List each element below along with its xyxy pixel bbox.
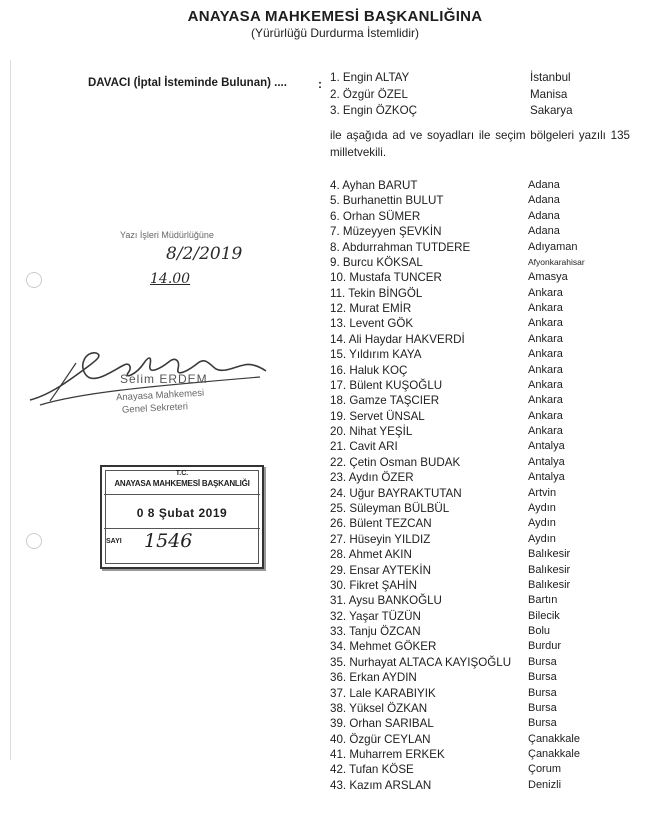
deputy-region: Çanakkale [528,748,580,761]
deputy-region: Bursa [528,655,557,668]
deputy-region: Ankara [528,425,563,438]
deputy-region: Bursa [528,701,557,714]
scan-edge [10,60,11,760]
deputy-region: Balıkesir [528,578,571,591]
deputy-name: 13. Levent GÖK [330,317,414,331]
deputy-region: Artvin [528,486,557,499]
deputy-region: Aydın [528,501,556,514]
deputy-region: Ankara [528,363,563,376]
deputy-region: Ankara [528,409,563,422]
deputy-region: Adana [528,225,560,238]
deputy-name: 25. Süleyman BÜLBÜL [330,501,450,515]
deputy-region: Balıkesir [528,563,571,576]
deputy-region: Bolu [528,625,551,638]
deputy-name: 6. Orhan SÜMER [330,209,421,223]
deputy-region: Balıkesir [528,548,571,561]
deputy-name: 23. Aydın ÖZER [330,471,414,485]
deputy-name: 18. Gamze TAŞCIER [330,394,440,408]
plaintiff-label: DAVACI (İptal İsteminde Bulunan) .... [88,77,287,89]
deputy-region: Ankara [528,348,563,361]
document-title: ANAYASA MAHKEMESİ BAŞKANLIĞINA [187,8,483,25]
deputy-region: Antalya [528,440,565,453]
deputy-region: Ankara [528,394,563,407]
petitioner-name: 3. Engin ÖZKOÇ [330,104,418,117]
deputy-region: Bursa [528,717,557,730]
deputy-region: Ankara [528,332,563,345]
signatory-title-line2: Genel Sekreteri [121,401,189,416]
deputy-name: 28. Ahmet AKIN [330,548,412,562]
court-registry-stamp [100,465,264,569]
punch-hole [26,272,42,288]
petitioner-region: Sakarya [530,104,573,117]
handwritten-time: 14.00 [150,271,191,287]
deputy-name: 9. Burcu KÖKSAL [330,255,423,269]
deputy-region: Bartın [528,594,558,607]
petitioner-name: 1. Engin ALTAY [330,71,410,84]
deputy-name: 14. Ali Haydar HAKVERDİ [330,332,465,346]
deputy-name: 33. Tanju ÖZCAN [330,625,421,639]
stamp-number: 1546 [144,530,193,552]
deputy-region: Ankara [528,286,563,299]
deputy-region: Burdur [528,640,562,653]
stamp-divider [104,528,260,529]
deputy-name: 41. Muharrem ERKEK [330,748,445,762]
deputy-region: Adana [528,209,560,222]
deputy-region: Ankara [528,378,563,391]
deputy-name: 4. Ayhan BARUT [330,179,418,192]
deputy-name: 39. Orhan SARIBAL [330,717,434,731]
deputy-name: 43. Kazım ARSLAN [330,778,432,792]
stamp-date: 0 8 Şubat 2019 [136,506,228,520]
handwritten-date: 8/2/2019 [166,244,243,264]
deputy-name: 40. Özgür CEYLAN [330,732,431,746]
deputy-name: 5. Burhanettin BULUT [330,194,444,208]
deputy-name: 30. Fikret ŞAHİN [330,578,417,592]
deputy-name: 34. Mehmet GÖKER [330,640,437,654]
deputy-region: Amasya [528,271,568,284]
deputy-name: 21. Cavit ARI [330,440,398,454]
deputy-name: 29. Ensar AYTEKİN [330,563,431,577]
deputy-name: 32. Yaşar TÜZÜN [330,609,421,623]
deputy-region: Ankara [528,317,563,330]
registry-note-label: Yazı İşleri Müdürlüğüne [120,230,214,240]
stamp-divider [104,494,260,495]
deputy-name: 12. Murat EMİR [330,302,412,316]
deputy-region: Bursa [528,671,557,684]
deputy-name: 38. Yüksel ÖZKAN [330,701,428,715]
deputy-region: Adana [528,179,560,191]
deputy-region: Antalya [528,455,565,468]
deputy-name: 22. Çetin Osman BUDAK [330,455,461,469]
deputy-region: Adıyaman [528,240,578,253]
deputy-name: 20. Nihat YEŞİL [330,425,413,439]
deputy-name: 16. Haluk KOÇ [330,363,408,377]
deputy-name: 37. Lale KARABIYIK [330,686,436,700]
deputy-name: 7. Müzeyyen ŞEVKİN [330,225,442,239]
deputy-name: 8. Abdurrahman TUTDERE [330,240,471,254]
deputy-region: Aydın [528,517,556,530]
deputy-region: Denizli [528,778,562,791]
intro-text: ile aşağıda ad ve soyadları ile seçim bölgeleri yazılı 135 milletvekili. [330,129,630,159]
punch-hole [26,533,42,549]
petitioner-name: 2. Özgür ÖZEL [330,87,408,101]
deputy-region: Çorum [528,763,562,776]
petitioner-region: Manisa [530,87,568,101]
deputy-region: Bilecik [528,609,560,622]
document-subtitle: (Yürürlüğü Durdurma İstemlidir) [250,26,420,40]
deputy-name: 10. Mustafa TUNCER [330,271,442,285]
stamp-org: ANAYASA MAHKEMESİ BAŞKANLIĞI [114,479,250,488]
deputy-name: 26. Bülent TEZCAN [330,517,432,531]
signatory-title-line1: Anayasa Mahkemesi [115,387,205,404]
deputy-region: Bursa [528,686,557,699]
stamp-number-label: SAYI [106,538,122,545]
deputy-name: 36. Erkan AYDIN [330,671,417,685]
deputy-region: Afyonkarahisar [528,256,585,267]
deputy-name: 27. Hüseyin YILDIZ [330,532,431,546]
colon: : [318,77,322,91]
petitioner-region: İstanbul [530,71,571,84]
deputy-name: 31. Aysu BANKOĞLU [330,594,442,608]
deputy-name: 24. Uğur BAYRAKTUTAN [330,486,462,500]
deputy-name: 35. Nurhayat ALTACA KAYIŞOĞLU [330,655,512,669]
deputy-region: Çanakkale [528,732,580,745]
deputy-name: 11. Tekin BİNGÖL [330,286,423,300]
deputy-name: 19. Servet ÜNSAL [330,409,425,423]
deputy-region: Ankara [528,302,563,315]
deputy-name: 15. Yıldırım KAYA [330,348,422,362]
deputy-name: 17. Bülent KUŞOĞLU [330,378,443,392]
stamp-tc: T.C. [175,470,189,477]
signatory-name: Selim ERDEM [120,372,208,386]
deputy-region: Adana [528,194,560,207]
deputy-name: 42. Tufan KÖSE [330,763,414,777]
deputy-region: Antalya [528,471,565,484]
deputy-region: Aydın [528,532,556,545]
